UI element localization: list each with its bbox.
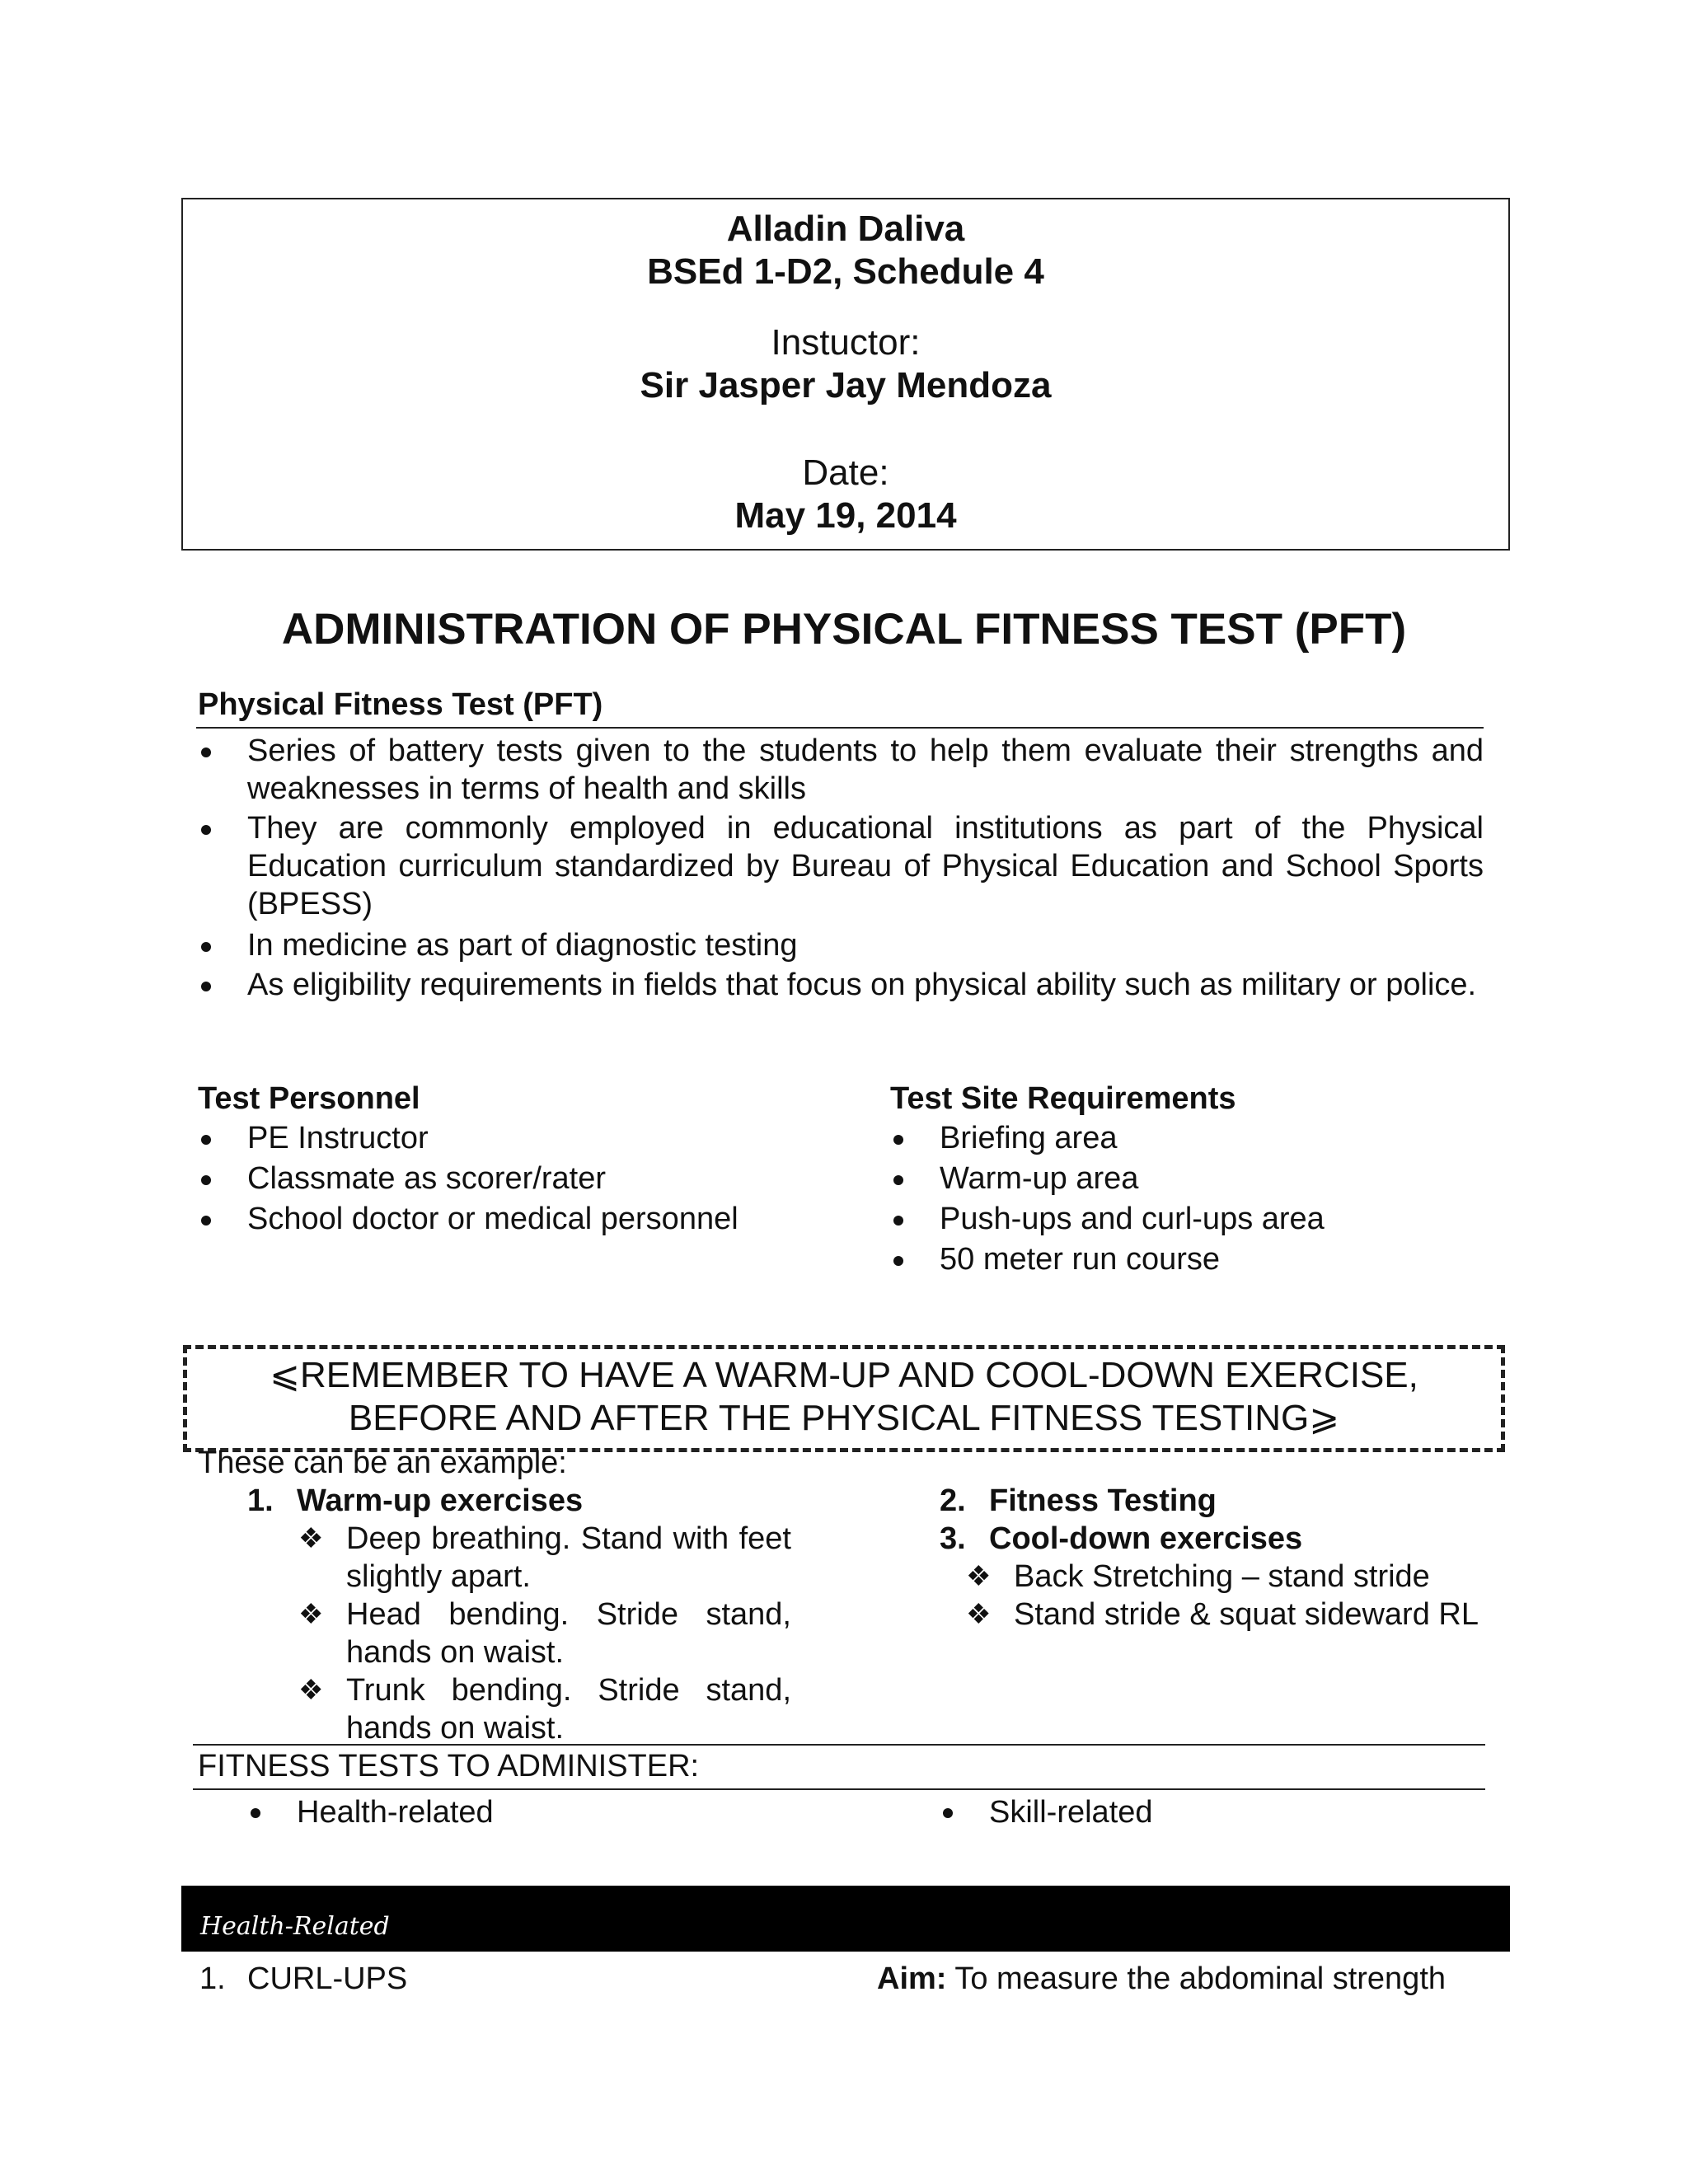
- site-item-2: Warm-up area: [940, 1161, 1139, 1196]
- bullet-dot: [893, 1256, 903, 1266]
- warmup-item-1: Deep breathing. Stand with feet slightly apart.: [346, 1521, 791, 1594]
- reminder-line-1: ⩽REMEMBER TO HAVE A WARM-UP AND COOL-DOWN EXERCISE,: [270, 1355, 1418, 1395]
- diamond-bullet-icon: ❖: [966, 1599, 992, 1630]
- site-item-1: Briefing area: [940, 1121, 1118, 1155]
- pft-bullet-1: [247, 732, 1484, 808]
- cooldown-item-2: Stand stride & squat sideward RL: [1014, 1597, 1479, 1632]
- warmup-item-2: Head bending. Stride stand, hands on waist.: [346, 1597, 791, 1670]
- pft-bullet-4: [247, 966, 1484, 1004]
- cooldown-item-1: Back Stretching – stand stride: [1014, 1559, 1430, 1594]
- student-name: Alladin Daliva: [726, 209, 965, 249]
- diamond-bullet-icon: ❖: [298, 1675, 324, 1706]
- tests-item-skill: Skill-related: [989, 1795, 1153, 1830]
- course-schedule: BSEd 1-D2, Schedule 4: [647, 251, 1044, 292]
- personnel-heading: Test Personnel: [198, 1081, 420, 1116]
- fitness-number: 2.: [940, 1483, 966, 1518]
- bullet-dot: [893, 1135, 903, 1145]
- personnel-item-1: PE Instructor: [247, 1121, 429, 1155]
- bullet-dot: [201, 982, 211, 991]
- warmup-number: 1.: [247, 1483, 274, 1518]
- bullet-dot: [893, 1175, 903, 1185]
- pft-bullet-3: [247, 926, 1484, 964]
- warmup-item-3: Trunk bending. Stride stand, hands on waist.: [346, 1673, 791, 1746]
- personnel-item-2: Classmate as scorer/rater: [247, 1161, 607, 1196]
- site-item-3: Push-ups and curl-ups area: [940, 1202, 1325, 1236]
- cooldown-heading: Cool-down exercises: [989, 1521, 1303, 1556]
- pft-bullet-1-text: Series of battery tests given to the students to help them evaluate their strengths and weaknesses in terms of health and skills: [247, 733, 1484, 806]
- reminder-line-2: BEFORE AND AFTER THE PHYSICAL FITNESS TESTING⩾: [348, 1398, 1340, 1438]
- diamond-bullet-icon: ❖: [966, 1561, 992, 1592]
- aim-text: To measure the abdominal strength: [954, 1961, 1447, 1996]
- health-related-label: Health-Related: [200, 1912, 390, 1941]
- curlups-title: CURL-UPS: [247, 1961, 408, 1996]
- pft-bullet-2-text: They are commonly employed in educational institutions as part of the Physical Education curriculum standardized by Bureau of Physical Education and School Sports (BPESS): [247, 811, 1484, 921]
- date-value: May 19, 2014: [734, 495, 957, 536]
- tests-item-health: Health-related: [297, 1795, 494, 1830]
- pft-divider: [196, 727, 1484, 729]
- curlups-number: 1.: [199, 1961, 226, 1996]
- warmup-heading: Warm-up exercises: [297, 1483, 584, 1518]
- instructor-name: Sir Jasper Jay Mendoza: [640, 365, 1052, 405]
- diamond-bullet-icon: ❖: [298, 1523, 324, 1554]
- pft-bullet-4-text: As eligibility requirements in fields that focus on physical ability such as military or police.: [247, 968, 1477, 1002]
- aim-statement: [877, 1960, 1446, 1998]
- tests-top-divider: [193, 1744, 1485, 1746]
- tests-bottom-divider: [193, 1788, 1485, 1790]
- example-intro: These can be an example:: [198, 1446, 567, 1480]
- personnel-item-3: School doctor or medical personnel: [247, 1202, 738, 1236]
- bullet-dot: [201, 1135, 211, 1145]
- instructor-label: Instuctor:: [771, 322, 921, 363]
- site-item-4: 50 meter run course: [940, 1242, 1221, 1277]
- bullet-dot: [893, 1216, 903, 1226]
- bullet-dot: [251, 1808, 260, 1818]
- fitness-heading: Fitness Testing: [989, 1483, 1217, 1518]
- bullet-dot: [201, 1175, 211, 1185]
- header-box: [181, 198, 1510, 551]
- pft-heading: Physical Fitness Test (PFT): [198, 687, 603, 722]
- cooldown-number: 3.: [940, 1521, 966, 1556]
- pft-bullet-3-text: In medicine as part of diagnostic testing: [247, 928, 798, 963]
- page-title: ADMINISTRATION OF PHYSICAL FITNESS TEST (PFT): [281, 605, 1407, 654]
- aim-label: Aim:: [877, 1961, 947, 1996]
- date-label: Date:: [802, 452, 889, 493]
- bullet-dot: [201, 748, 211, 757]
- bullet-dot: [943, 1808, 953, 1818]
- site-heading: Test Site Requirements: [890, 1081, 1236, 1116]
- tests-heading: FITNESS TESTS TO ADMINISTER:: [198, 1749, 700, 1783]
- pft-bullet-2: [247, 809, 1484, 923]
- bullet-dot: [201, 825, 211, 835]
- bullet-dot: [201, 1216, 211, 1226]
- bullet-dot: [201, 942, 211, 952]
- diamond-bullet-icon: ❖: [298, 1599, 324, 1630]
